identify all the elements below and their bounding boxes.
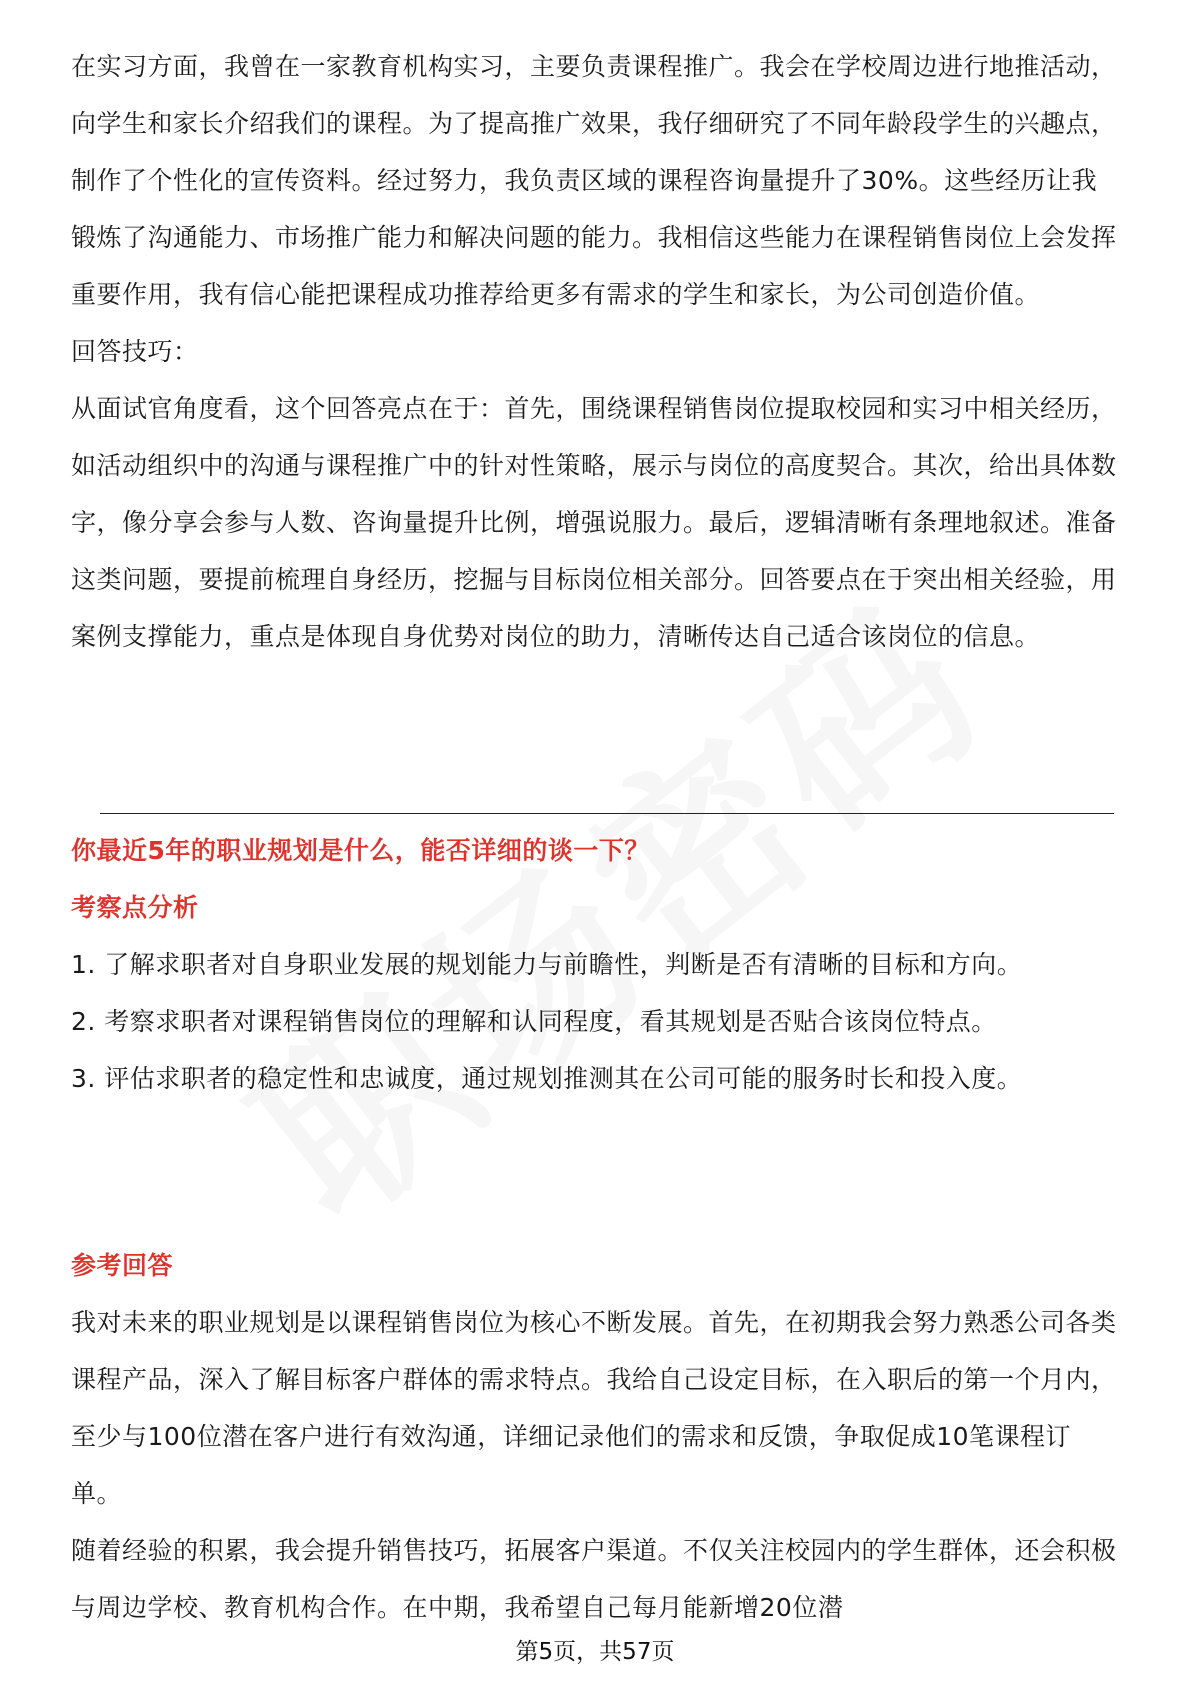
answer-section	[71, 1237, 1121, 1636]
page-number: 第5页，共57页	[515, 1639, 675, 1665]
question-section	[71, 822, 1121, 1107]
answer-heading: 参考回答	[71, 1251, 174, 1280]
analysis-item: 2. 考察求职者对课程销售岗位的理解和认同程度，看其规划是否贴合该岗位特点。	[71, 1007, 997, 1036]
tips-paragraph: 从面试官角度看，这个回答亮点在于：首先，围绕课程销售岗位提取校园和实习中相关经历，如活动组织中的沟通与课程推广中的针对性策略，展示与岗位的高度契合。其次，给出具体数字，像分享会参与人数、咨询量提升比例，增强说服力。最后，逻辑清晰有条理地叙述。准备这类问题，要提前梳理自身经历，挖掘与目标岗位相关部分。回答要点在于突出相关经验，用案例支撑能力，重点是体现自身优势对岗位的助力，清晰传达自己适合该岗位的信息。	[71, 394, 1117, 651]
analysis-item: 1. 了解求职者对自身职业发展的规划能力与前瞻性，判断是否有清晰的目标和方向。	[71, 950, 1023, 979]
analysis-heading: 考察点分析	[71, 893, 199, 922]
top-section	[71, 38, 1121, 665]
internship-paragraph: 在实习方面，我曾在一家教育机构实习，主要负责课程推广。我会在学校周边进行地推活动，向学生和家长介绍我们的课程。为了提高推广效果，我仔细研究了不同年龄段学生的兴趣点，制作了个性化的宣传资料。经过努力，我负责区域的课程咨询量提升了30%。这些经历让我锻炼了沟通能力、市场推广能力和解决问题的能力。我相信这些能力在课程销售岗位上会发挥重要作用，我有信心能把课程成功推荐给更多有需求的学生和家长，为公司创造价值。	[71, 52, 1117, 309]
answer-paragraph: 我对未来的职业规划是以课程销售岗位为核心不断发展。首先，在初期我会努力熟悉公司各类课程产品，深入了解目标客户群体的需求特点。我给自己设定目标，在入职后的第一个月内，至少与100位潜在客户进行有效沟通，详细记录他们的需求和反馈，争取促成10笔课程订单。	[71, 1308, 1117, 1508]
analysis-item: 3. 评估求职者的稳定性和忠诚度，通过规划推测其在公司可能的服务时长和投入度。	[71, 1064, 1023, 1093]
tips-label: 回答技巧：	[71, 337, 199, 366]
question-title: 你最近5年的职业规划是什么，能否详细的谈一下？	[71, 836, 650, 865]
section-divider	[100, 813, 1114, 814]
answer-paragraph: 随着经验的积累，我会提升销售技巧，拓展客户渠道。不仅关注校园内的学生群体，还会积极与周边学校、教育机构合作。在中期，我希望自己每月能新增20位潜	[71, 1536, 1117, 1622]
